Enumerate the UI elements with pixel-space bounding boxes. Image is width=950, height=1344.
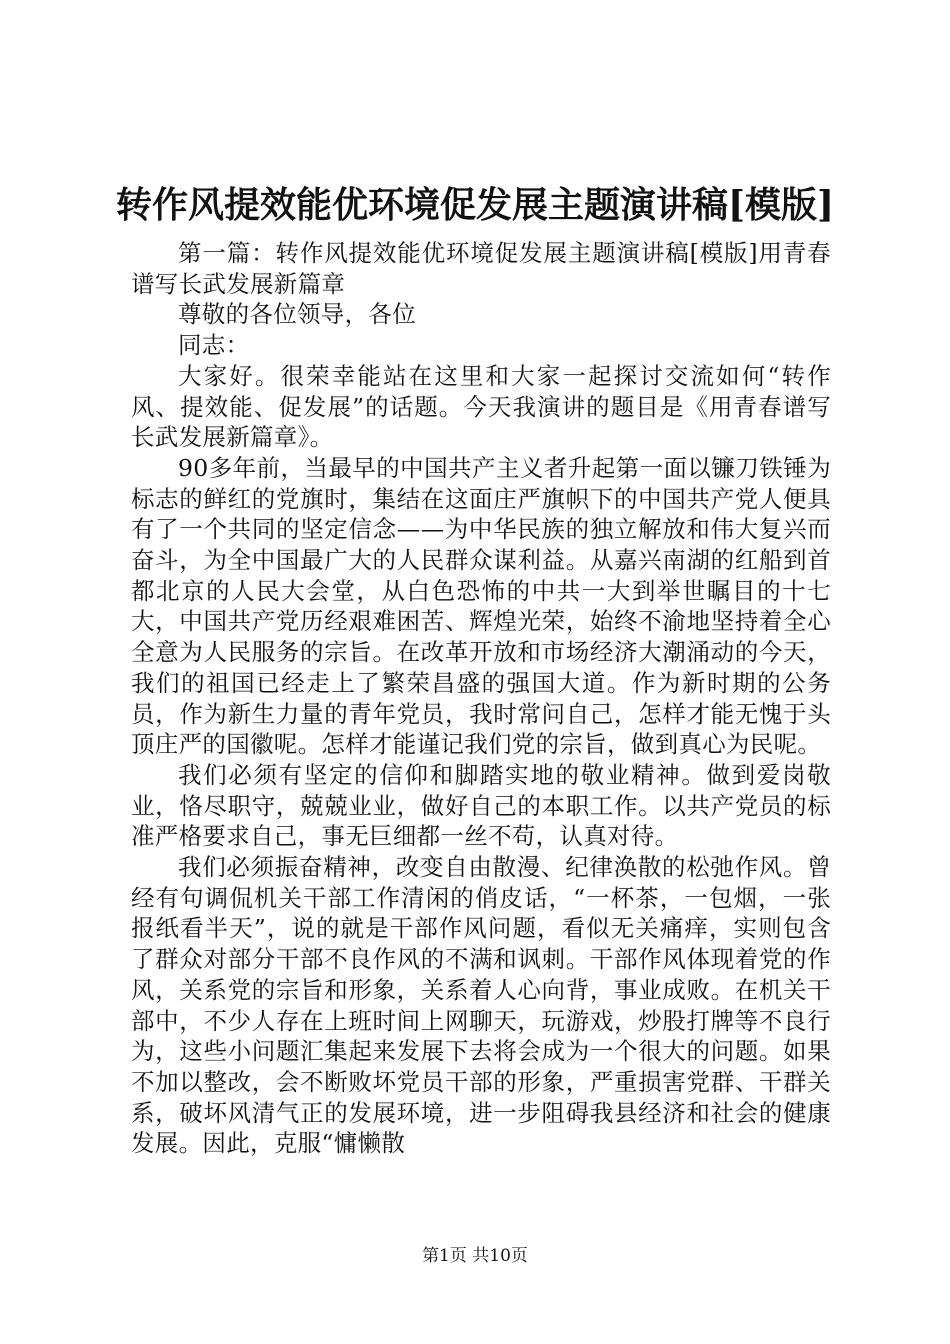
page-footer: 第1页 共10页 <box>422 1246 528 1266</box>
paragraph-greeting: 大家好。很荣幸能站在这里和大家一起探讨交流如何“转作风、提效能、促发展”的话题。今天我演讲的题目是《用青春谱写长武发展新篇章》。 <box>131 361 831 452</box>
document-title: 转作风提效能优环境促发展主题演讲稿[模版] <box>115 184 835 226</box>
document-body <box>131 238 831 1159</box>
paragraph-heading: 第一篇：转作风提效能优环境促发展主题演讲稿[模版]用青春谱写长武发展新篇章 <box>131 239 831 298</box>
paragraph-salutation: 尊敬的各位领导，各位 <box>178 300 416 329</box>
paragraph-style: 我们必须振奋精神，改变自由散漫、纪律涣散的松弛作风。曾经有句调侃机关干部工作清闲的俏皮话，“一杯茶，一包烟，一张报纸看半天”，说的就是干部作风问题，看似无关痛痒，实则包含了群众对部分干部不良作风的不满和讽刺。干部作风体现着党的作风，关系党的宗旨和形象，关系着人心向背，事业成败。在机关干部中，不少人存在上班时间上网聊天，玩游戏，炒股打牌等不良行为，这些小问题汇集起来发展下去将会成为一个很大的问题。如果不加以整改，会不断败坏党员干部的形象，严重损害党群、干群关系，破坏风清气正的发展环境，进一步阻碍我县经济和社会的健康发展。因此，克服“慵懒散 <box>131 853 831 1158</box>
paragraph-belief: 我们必须有坚定的信仰和脚踏实地的敬业精神。做到爱岗敬业，恪尽职守，兢兢业业，做好自己的本职工作。以共产党员的标准严格要求自己，事无巨细都一丝不苟，认真对待。 <box>131 760 831 851</box>
paragraph-salutation-cont: 同志： <box>178 331 250 360</box>
paragraph-history: 90多年前，当最早的中国共产主义者升起第一面以镰刀铁锤为标志的鲜红的党旗时，集结在这面庄严旗帜下的中国共产党人便具有了一个共同的坚定信念——为中华民族的独立解放和伟大复兴而奋斗，为全中国最广大的人民群众谋利益。从嘉兴南湖的红船到首都北京的人民大会堂，从白色恐怖的中共一大到举世瞩目的十七大，中国共产党历经艰难困苦、辉煌光荣，始终不渝地坚持着全心全意为人民服务的宗旨。在改革开放和市场经济大潮涌动的今天，我们的祖国已经走上了繁荣昌盛的强国大道。作为新时期的公务员，作为新生力量的青年党员，我时常问自己，怎样才能无愧于头顶庄严的国徽呢。怎样才能谨记我们党的宗旨，做到真心为民呢。 <box>131 453 831 759</box>
